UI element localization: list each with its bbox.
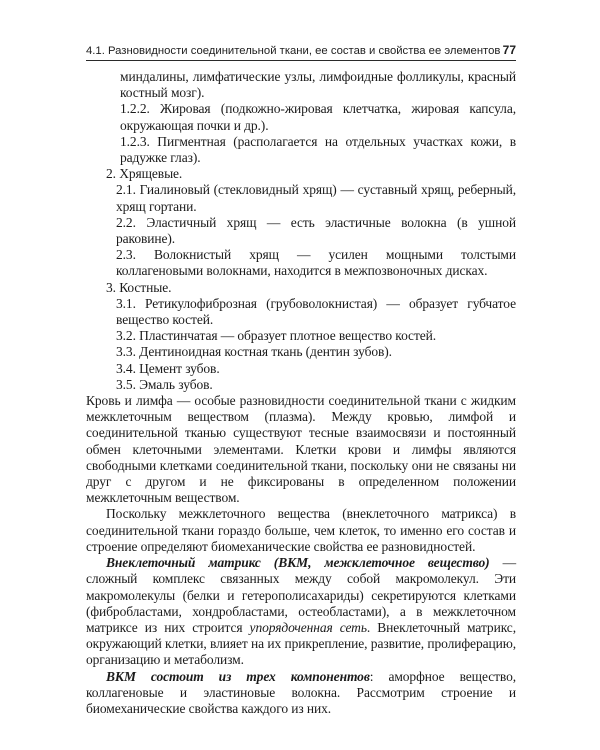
list-item-2-1: 2.1. Гиалиновый (стекловидный хрящ) — суставный хрящ, реберный, хрящ гортани. xyxy=(116,182,516,214)
ecm-definition-text-a: — сложный комплекс связанных между собой макромолекул. Эти макромолекулы (белки и гетерополисахариды) секретируются клетками (фибробластами, хондробластами, остеобластами), а в межклеточном матриксе из них строится xyxy=(86,555,516,635)
list-item-3-2: 3.2. Пластинчатая — образует плотное вещество костей. xyxy=(116,328,437,344)
list-item-3-3: 3.3. Дентиноидная костная ткань (дентин зубов). xyxy=(116,344,392,360)
book-page xyxy=(86,40,516,730)
list-item-3-4: 3.4. Цемент зубов. xyxy=(116,360,220,376)
list-item-1-2-3: 1.2.3. Пигментная (располагается на отдельных участках кожи, в радужке глаз). xyxy=(120,133,516,166)
paragraph-blood-lymph: Кровь и лимфа — особые разновидности соединительной ткани с жидким межклеточным веществом (плазма). Между кровью, лимфой и соединительной тканью существуют тесные взаимосвязи и постоянный обмен клеточными элементами. Клетки крови и лимфы являются свободными клетками соединительной ткани, поскольку они не связаны ни друг с другом и не фиксированы в определенном положении межклеточным веществом. xyxy=(86,393,516,506)
paragraph-ecm-definition xyxy=(86,555,516,668)
list-item-2-3: 2.3. Волокнистый хрящ — усилен мощными толстыми коллагеновыми волокнами, находится в межпозвоночных дисках. xyxy=(116,247,516,279)
paragraph-matrix-importance: Поскольку межклеточного вещества (внеклеточного матрикса) в соединительной ткани гораздо больше, чем клеток, то именно его состав и строение определяют биомеханические свойства ее разновидностей. xyxy=(86,506,516,554)
ecm-term: Внеклеточный матрикс (ВКМ, межклеточное вещество) xyxy=(106,555,490,571)
page-number: 77 xyxy=(502,43,516,57)
ecm-components-text: : аморфное вещество, коллагеновые и эластиновые волокна. Рассмотрим строение и биомеханические свойства каждого из них. xyxy=(86,668,516,716)
list-item-3-5: 3.5. Эмаль зубов. xyxy=(116,376,213,392)
page-body xyxy=(86,69,516,717)
running-header xyxy=(86,40,516,60)
list-item-3: 3. Костные. xyxy=(106,279,172,295)
list-item-1-2-1-cont: миндалины, лимфатические узлы, лимфоидные фолликулы, красный костный мозг). xyxy=(120,69,516,101)
list-item-3-1: 3.1. Ретикулофиброзная (грубоволокнистая) — образует губчатое вещество костей. xyxy=(116,295,516,328)
ecm-definition-text-b: . Внеклеточный матрикс, окружающий клетки, влияет на их прикрепление, развитие, пролиферацию, организацию и метаболизм. xyxy=(86,619,516,668)
ecm-components-term: ВКМ состоит из трех компонентов xyxy=(106,668,370,684)
chapter-section-title: 4.1. Разновидности соединительной ткани, ее состав и свойства ее элементов xyxy=(86,45,501,57)
ecm-emphasis: упорядоченная сеть xyxy=(249,619,367,635)
list-item-1-2-2: 1.2.2. Жировая (подкожно-жировая клетчатка, жировая капсула, окружающая почки и др.). xyxy=(120,101,516,133)
list-item-2-2: 2.2. Эластичный хрящ — есть эластичные волокна (в ушной раковине). xyxy=(116,214,516,247)
paragraph-ecm-components xyxy=(86,669,516,718)
list-item-2: 2. Хрящевые. xyxy=(106,166,183,182)
